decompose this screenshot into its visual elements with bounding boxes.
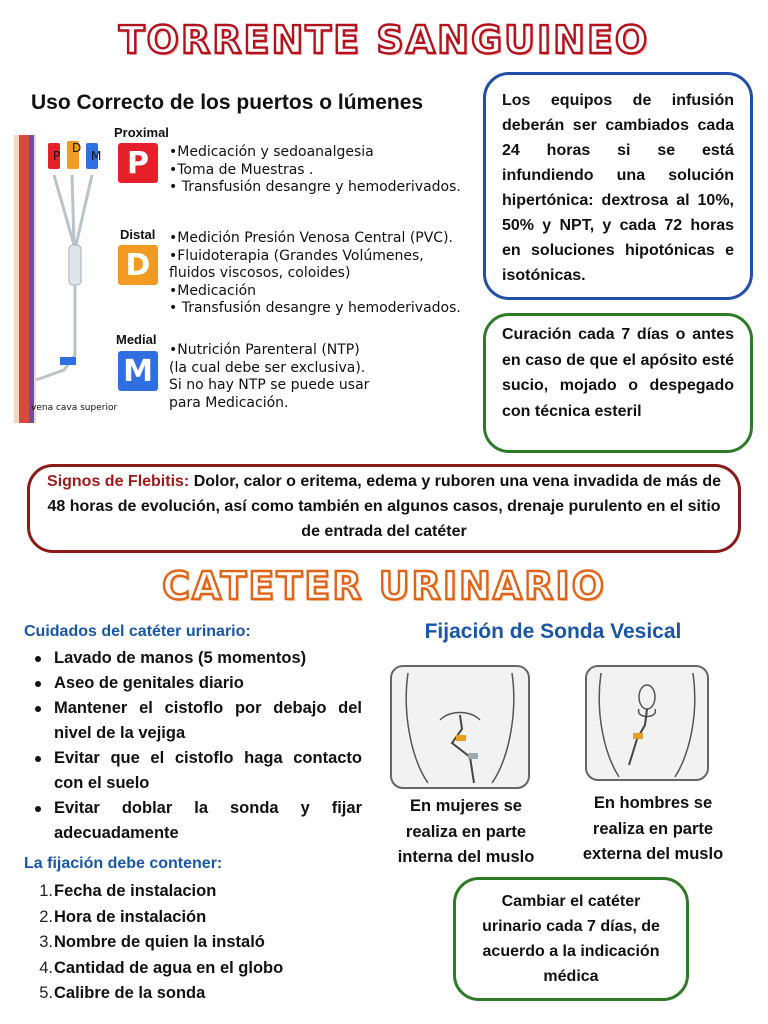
flebitis-text: Dolor, calor o eritema, edema y ruboren una vena invadida de más de 48 horas de evolución, así como también en algunos casos, drenaje purulento en el sitio de entrada del catéter <box>47 473 721 540</box>
infusion-box: Los equipos de infusión deberán ser cambiados cada 24 horas si se está infundiendo una solución hipertónica: dextrosa al 10%, 50% y NPT, y cada 72 horas en soluciones hipotónicas e isotónicas. <box>483 72 753 300</box>
caption-hombres: En hombres se realiza en parte externa del muslo <box>582 794 724 863</box>
list-item: Evitar doblar la sonda y fijar adecuadamente <box>28 796 362 846</box>
list-item: 2.Hora de instalación <box>39 907 207 926</box>
list-item: Aseo de genitales diario <box>28 671 362 696</box>
female-fixation-illustration <box>390 665 530 789</box>
port-proximal <box>118 143 461 197</box>
port-badge-p: P <box>118 143 158 183</box>
port-badge-m: M <box>118 351 158 391</box>
curacion-box: Curación cada 7 días o antes en caso de que el apósito esté sucio, mojado o despegado con técnica esteril <box>483 313 753 453</box>
list-item: 4.Cantidad de agua en el globo <box>39 958 284 977</box>
flebitis-box <box>27 464 741 553</box>
ports-title: Uso Correcto de los puertos o lúmenes <box>31 91 424 114</box>
male-fixation-illustration <box>585 665 709 781</box>
list-item: Lavado de manos (5 momentos) <box>28 646 362 671</box>
fijacion-heading: La fijación debe contener: <box>24 855 223 872</box>
title-torrente: TORRENTE SANGUINEO <box>118 18 650 62</box>
cuidados-list <box>28 646 362 846</box>
port-badge-d: D <box>118 245 158 285</box>
caption-mujeres: En mujeres se realiza en parte interna del muslo <box>397 797 535 866</box>
title-cateter: CATETER URINARIO <box>162 564 606 608</box>
port-name-proximal: Proximal <box>114 125 169 140</box>
list-item: 5.Calibre de la sonda <box>39 984 206 1002</box>
port-medial <box>118 342 370 412</box>
port-medial-lines: •Nutrición Parenteral (NTP) (la cual debe ser exclusiva). Si no hay NTP se puede usar para Medicación. <box>169 342 370 411</box>
catheter-drawing <box>14 125 124 425</box>
port-name-medial: Medial <box>116 332 157 347</box>
list-item: Evitar que el cistoflo haga contacto con el suelo <box>28 746 362 796</box>
port-letter-m: M <box>91 149 102 163</box>
vessel-label: vena cava superior <box>31 403 118 413</box>
port-letter-p: P <box>53 149 61 163</box>
list-item: 1.Fecha de instalacion <box>39 882 217 900</box>
port-proximal-lines: •Medicación y sedoanalgesia •Toma de Muestras . • Transfusión desangre y hemoderivados. <box>169 144 461 195</box>
list-item: Mantener el cistoflo por debajo del nivel de la vejiga <box>28 696 362 746</box>
port-letter-d: D <box>72 141 82 155</box>
flebitis-label: Signos de Flebitis: <box>47 473 190 490</box>
fijacion-list <box>26 879 283 1007</box>
port-name-distal: Distal <box>120 227 156 242</box>
port-distal-lines: •Medición Presión Venosa Central (PVC). •Fluidoterapia (Grandes Volúmenes, fluidos viscosos, coloides) •Medicación • Transfusión desangre y hemoderivados. <box>169 230 461 316</box>
sonda-heading: Fijación de Sonda Vesical <box>424 620 682 643</box>
list-item: 3.Nombre de quien la instaló <box>39 933 265 951</box>
ports-illustration <box>14 85 466 430</box>
cambiar-box: Cambiar el catéter urinario cada 7 días, de acuerdo a la indicación médica <box>453 877 689 1001</box>
cuidados-heading: Cuidados del catéter urinario: <box>24 623 251 640</box>
